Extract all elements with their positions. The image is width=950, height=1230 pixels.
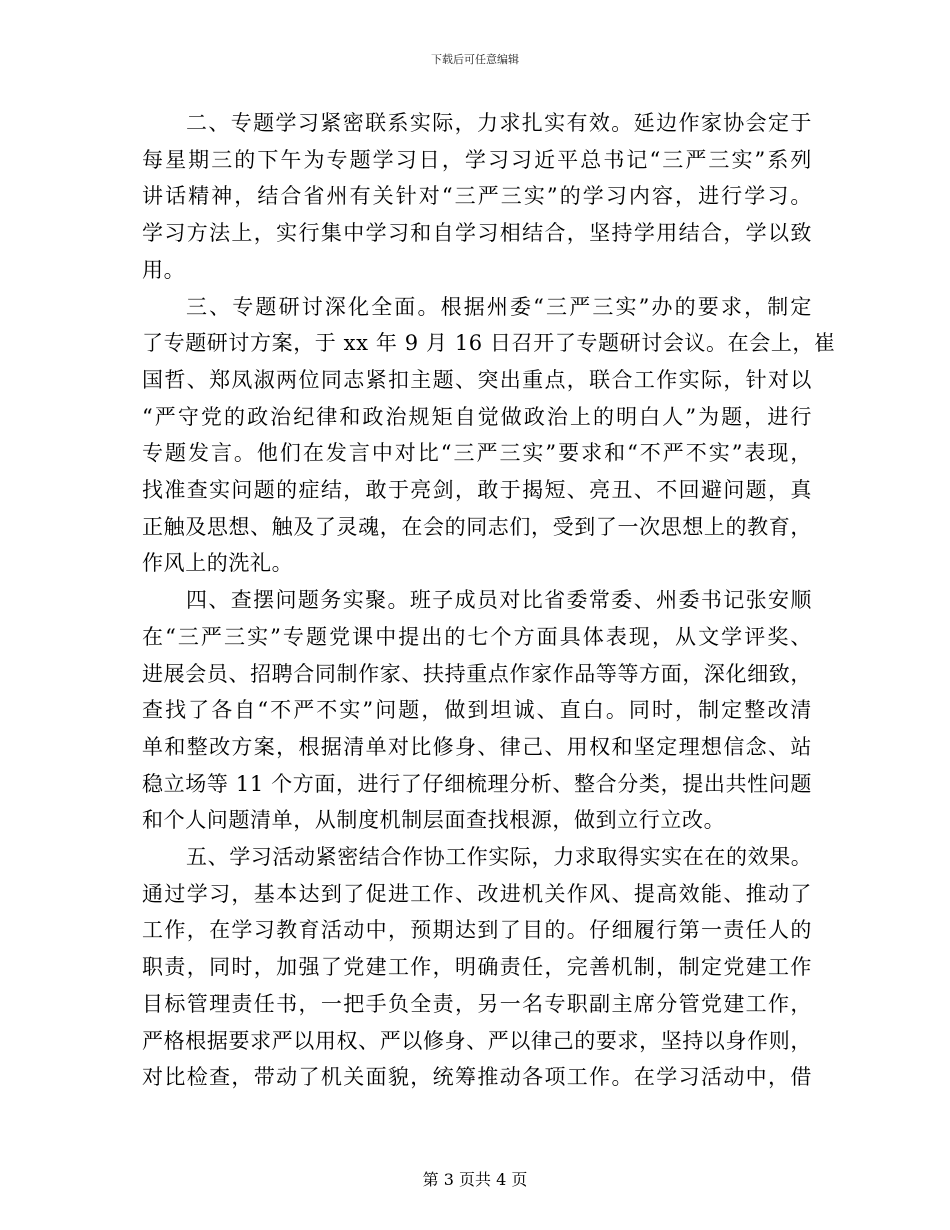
text-line: 二、专题学习紧密联系实际，力求扎实有效。延边作家协会定于 [186,111,812,135]
text-line: 严格根据要求严以用权、严以修身、严以律己的要求，坚持以身作则， [142,1028,812,1053]
page-number: 第 3 页共 4 页 [422,1170,528,1189]
text-line: 在“三严三实”专题党课中提出的七个方面具体表现，从文学评奖、 [142,624,812,649]
text-line: 四、查摆问题务实聚。班子成员对比省委常委、州委书记张安顺 [186,588,812,613]
text-line: 工作，在学习教育活动中，预期达到了目的。仔细履行第一责任人的 [142,918,812,943]
text-line: 通过学习，基本达到了促进工作、改进机关作风、提高效能、推动了 [142,881,812,906]
text-line: 职责，同时，加强了党建工作，明确责任，完善机制，制定党建工作 [142,955,812,980]
paragraph-2 [142,289,836,583]
text-line: 对比检查，带动了机关面貌，统筹推动各项工作。在学习活动中，借 [142,1065,812,1090]
paragraph-1 [142,105,812,289]
document-body [142,105,836,1096]
text-line: 国哲、郑凤淑两位同志紧扣主题、突出重点，联合工作实际，针对以 [142,367,812,392]
text-line: 每星期三的下午为专题学习日，学习习近平总书记“三严三实”系列 [142,147,812,172]
text-line: 了专题研讨方案，于 xx 年 9 月 16 日召开了专题研讨会议。在会上，崔 [142,331,836,356]
text-line: “严守党的政治纪律和政治规矩自觉做政治上的明白人”为题，进行 [142,404,812,429]
text-line: 学习方法上，实行集中学习和自学习相结合，坚持学用结合，学以致 [142,221,812,246]
text-line: 进展会员、招聘合同制作家、扶持重点作家作品等等方面，深化细致， [142,661,812,686]
text-line: 专题发言。他们在发言中对比“三严三实”要求和“不严不实”表现， [142,441,812,466]
text-line: 五、学习活动紧密结合作协工作实际，力求取得实实在在的效果。 [186,845,813,870]
text-line: 讲话精神，结合省州有关针对“三严三实”的学习内容，进行学习。 [142,184,812,209]
text-line: 查找了各自“不严不实”问题，做到坦诚、直白。同时，制定整改清 [142,698,812,723]
text-line: 和个人问题清单，从制度机制层面查找根源，做到立行立改。 [142,808,726,833]
text-line: 三、专题研讨深化全面。根据州委“三严三实”办的要求，制定 [186,294,812,319]
text-line: 目标管理责任书，一把手负全责，另一名专职副主席分管党建工作， [142,991,812,1016]
page-header: 下载后可任意编辑 [431,53,519,66]
text-line: 正触及思想、触及了灵魂，在会的同志们，受到了一次思想上的教育， [142,514,812,539]
text-line: 用。 [142,257,186,282]
text-line: 稳立场等 11 个方面，进行了仔细梳理分析、整合分类，提出共性问题 [142,771,812,796]
paragraph-3 [142,582,812,839]
text-line: 找准查实问题的症结，敢于亮剑，敢于揭短、亮丑、不回避问题，真 [142,478,812,503]
text-line: 单和整改方案，根据清单对比修身、律己、用权和坚定理想信念、站 [142,734,812,759]
text-line: 作风上的洗礼。 [142,551,294,576]
paragraph-4 [142,839,812,1096]
